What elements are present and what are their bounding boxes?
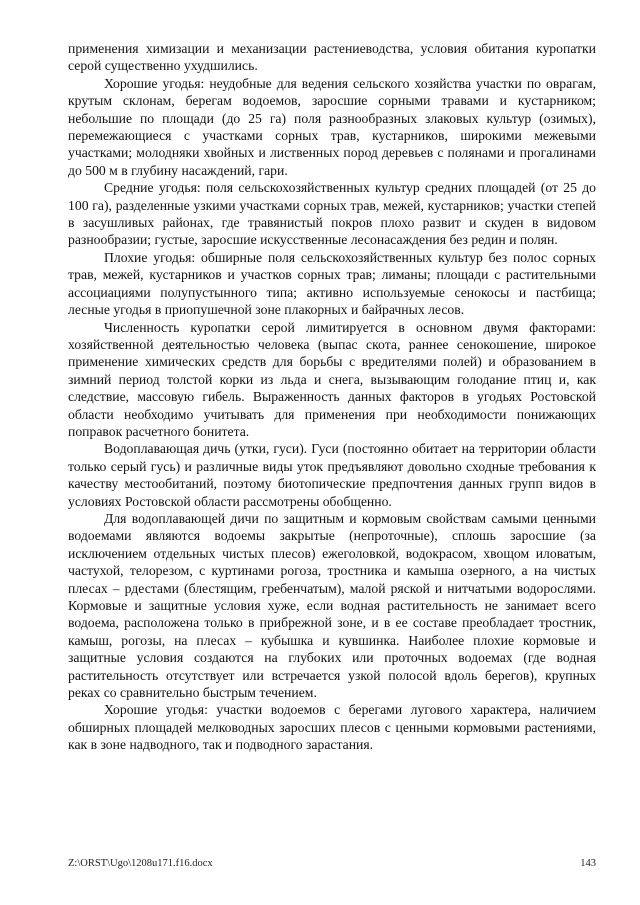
- page-number: 143: [580, 858, 596, 869]
- paragraph-waterfowl: Водоплавающая дичь (утки, гуси). Гуси (постоянно обитает на территории области только серый гусь) и различные виды уток предъявляют довольно сходные требования к качеству местообитаний, поэтому биотопические предпочтения данных групп видов в условиях Ростовской области рассмотрены обобщенно.: [68, 441, 596, 509]
- document-page: [68, 40, 596, 754]
- paragraph-good-lands: Хорошие угодья: неудобные для ведения сельского хозяйства участки по оврагам, крутым склонам, берегам водоемов, заросшие сорными травами и кустарником; небольшие по площади (до 25 га) поля разнообразных злаковых культур (озимых), перемежающиеся с участками сорных трав, кустарников, широкими межевыми участками; молодняки хвойных и лиственных пород деревьев с полянами и прогалинами до 500 м в глубину насаждений, гари.: [68, 75, 596, 178]
- paragraph-waterfowl-habitats: Для водоплавающей дичи по защитным и кормовым свойствам самыми ценными водоемами являются водоемы закрытые (непроточные), сплошь заросшие (за исключением отдельных чистых плесов) ежеголовкой, водокрасом, хвощом иловатым, частухой, телорезом, с куртинами рогоза, тростника и камыша озерного, а на чистых плесах – рдестами (блестящим, гребенчатым), малой ряской и нитчатыми водорослями. Кормовые и защитные условия хуже, если водная растительность не занимает всего водоема, расположена только в прибрежной зоне, и в ее составе преобладает тростник, камыш, рогозы, на плесах – кубышка и кувшинка. Наиболее плохие кормовые и защитные условия создаются на глубоких или проточных водоемах (где водная растительность отсутствует или встречается узкой полосой вдоль берегов), крупных реках со сравнительно быстрым течением.: [68, 510, 596, 701]
- footer-file-path: Z:\ORST\Ugo\1208u171.f16.docx: [68, 858, 213, 869]
- paragraph-limiting-factors: Численность куропатки серой лимитируется в основном двумя факторами: хозяйственной деятельностью человека (выпас скота, раннее сенокошение, широкое применение химических средств для борьбы с вредителями полей) и образованием в зимний период толстой корки из льда и снега, вызывающим голодание птиц и, как следствие, массовую гибель. Выраженность данных факторов в угодьях Ростовской области необходимо учитывать для применения при необходимости понижающих поправок расчетного бонитета.: [68, 319, 596, 439]
- paragraph-waterfowl-good-lands: Хорошие угодья: участки водоемов с берегами лугового характера, наличием обширных площадей мелководных заросших плесов с ценными кормовыми растениями, как в зоне надводного, так и подводного зарастания.: [68, 702, 596, 753]
- paragraph-poor-lands: Плохие угодья: обширные поля сельскохозяйственных культур без полос сорных трав, межей, кустарников и участков сорных трав; лиманы; площади с растительными ассоциациями полупустынного типа; активно используемые сенокосы и пастбища; лесные угодья в приопушечной зоне плакорных и байрачных лесов.: [68, 249, 596, 318]
- paragraph-medium-lands: Средние угодья: поля сельскохозяйственных культур средних площадей (от 25 до 100 га), разделенные узкими участками сорных трав, межей, кустарников; участки степей в засушливых районах, где травянистый покров плохо развит и скуден в видовом разнообразии; густые, заросшие искусственные лесонасаждения без редин и полян.: [68, 180, 596, 248]
- paragraph-continuation: применения химизации и механизации растениеводства, условия обитания куропатки серой существенно ухудшились.: [68, 41, 596, 74]
